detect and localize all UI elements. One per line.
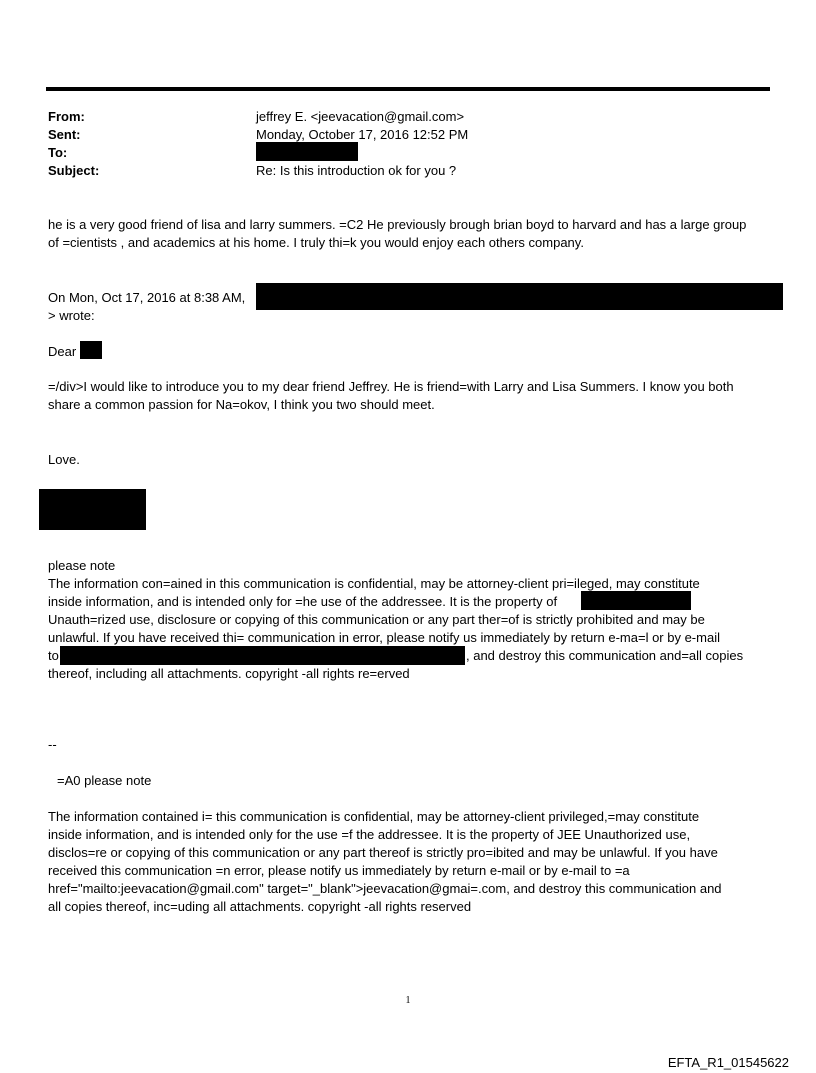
from-label: From: [48, 109, 85, 124]
company-redaction [581, 591, 691, 610]
note-line: unlawful. If you have received thi= communication in error, please notify us immediately by return e-ma=l or by e-mail [48, 630, 720, 645]
note-line: disclos=re or copying of this communication or any part thereof is strictly pro=ibited and may be unlawful. If you have [48, 845, 718, 860]
note-line-start: to [48, 648, 59, 663]
note-line: inside information, and is intended only for the use =f the addressee. It is the property of JEE Unauthorized use, [48, 827, 691, 842]
page-number: 1 [405, 995, 411, 1006]
note-line: Unauth=rized use, disclosure or copying of this communication or any part ther=of is strictly prohibited and may be [48, 612, 705, 627]
quote-wrote: > wrote: [48, 308, 95, 323]
body-line: he is a very good friend of lisa and larry summers. =C2 He previously brough brian boyd to harvard and has a large group [48, 217, 747, 232]
document-id: EFTA_R1_01545622 [667, 1055, 789, 1070]
greeting: Dear [48, 344, 77, 359]
sent-label: Sent: [48, 127, 81, 142]
note-line: The information contained i= this communication is confidential, may be attorney-client privileged,=may constitute [48, 809, 700, 824]
intro-line: =/div>I would like to introduce you to my dear friend Jeffrey. He is friend=with Larry and Lisa Summers. I know you both [48, 379, 734, 394]
note-line: received this communication =n error, please notify us immediately by return e-mail or by e-mail to =a [48, 863, 630, 878]
sent-value: Monday, October 17, 2016 12:52 PM [256, 127, 469, 142]
email-redaction [60, 646, 465, 665]
separator: -- [48, 737, 57, 752]
note-heading: =A0 please note [57, 773, 152, 788]
name-redaction [80, 341, 102, 359]
note-line: href="mailto:jeevacation@gmail.com" target="_blank">jeevacation@gmai=.com, and destroy this communication and [48, 881, 722, 896]
note-line: The information con=ained in this communication is confidential, may be attorney-client pri=ileged, may constitute [48, 576, 700, 591]
to-redaction [256, 142, 358, 161]
header-rule [46, 87, 770, 91]
quote-header: On Mon, Oct 17, 2016 at 8:38 AM, [48, 290, 246, 305]
subject-value: Re: Is this introduction ok for you ? [256, 163, 457, 178]
body-line: of =cientists , and academics at his home. I truly thi=k you would enjoy each others company. [48, 235, 584, 250]
note-line-end: , and destroy this communication and=all copies [466, 648, 744, 663]
sign-off: Love. [48, 452, 80, 467]
subject-label: Subject: [48, 163, 100, 178]
signature-redaction [39, 489, 146, 530]
note-line: inside information, and is intended only for =he use of the addressee. It is the property of [48, 594, 558, 609]
note-heading: please note [48, 558, 116, 573]
to-label: To: [48, 145, 68, 160]
intro-line: share a common passion for Na=okov, I think you two should meet. [48, 397, 435, 412]
from-value: jeffrey E. <jeevacation@gmail.com> [256, 109, 465, 124]
note-line: all copies thereof, inc=uding all attachments. copyright -all rights reserved [48, 899, 472, 914]
sender-redaction [256, 283, 783, 310]
note-line: thereof, including all attachments. copyright -all rights re=erved [48, 666, 410, 681]
